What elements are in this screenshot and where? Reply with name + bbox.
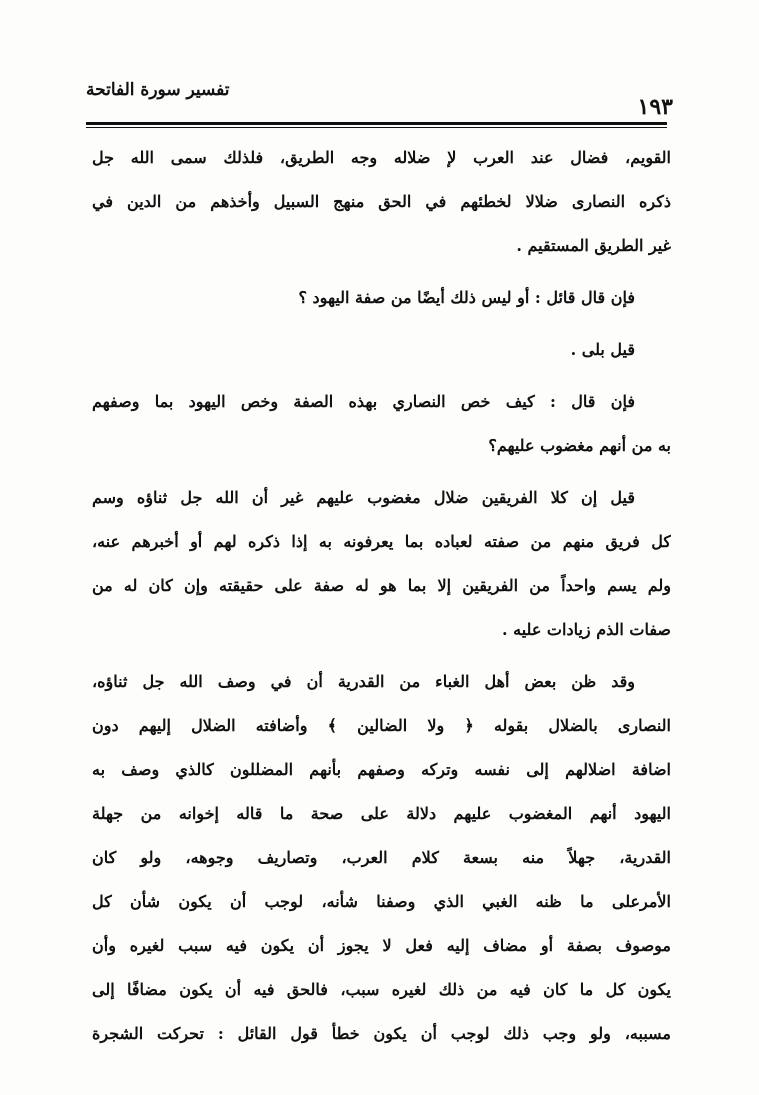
text-line: الأمرعلى ما ظنه الغبي الذي وصفنا شأنه، لوجب أن يكون شأن كل <box>92 892 671 911</box>
text-line: ذكره النصارى ضلالا لخطئهم في الحق منهج السبيل وأخذهم من الدين في <box>92 192 671 211</box>
running-title-container <box>86 80 256 100</box>
paragraph-gap <box>92 468 671 476</box>
text-line: موصوف بصفة أو مضاف إليه فعل لا يجوز أن يكون فيه سبب لغيره وأن <box>92 936 671 955</box>
header-rule-thick <box>86 122 667 125</box>
body-text <box>92 136 671 1056</box>
text-line: القدرية، جهلاً منه بسعة كلام العرب، وتصاريف وجوهه، ولو كان <box>92 848 671 867</box>
running-title: تفسير سورة الفاتحة <box>86 80 230 100</box>
text-line: فإن قال : كيف خص النصاري بهذه الصفة وخص اليهود بما وصفهم <box>92 392 635 411</box>
text-line: غير الطريق المستقيم . <box>516 236 671 255</box>
text-line: وقد ظن بعض أهل الغباء من القدرية أن في وصف الله جل ثناؤه، <box>92 672 635 691</box>
text-line: اضافة اضلالهم إلى نفسه وتركه وصفهم بأنهم المضللون كالذي وصف به <box>92 760 671 779</box>
text-line: القويم، فضال عند العرب لإ ضلاله وجه الطريق، فلذلك سمى الله جل <box>92 148 671 167</box>
paragraph-gap <box>92 372 671 380</box>
paragraph-gap <box>92 652 671 660</box>
text-line: به من أنهم مغضوب عليهم؟ <box>488 436 671 455</box>
text-line: مسببه، ولو وجب ذلك لوجب أن يكون خطأ قول القائل : تحركت الشجرة <box>92 1024 671 1043</box>
page-number: ١٩٣ <box>637 94 673 120</box>
text-line: ولم يسم واحداً من الفريقين إلا بما هو له صفة على حقيقته وإن كان له من <box>92 576 671 595</box>
text-line: كل فريق منهم من صفته لعباده بما يعرفونه به إذا ذكره لهم أو أخبرهم عنه، <box>92 532 671 551</box>
text-line: فإن قال قائل : أو ليس ذلك أيضًا من صفة اليهود ؟ <box>298 288 635 307</box>
text-line: صفات الذم زيادات عليه . <box>501 620 671 639</box>
text-line: قيل بلى . <box>570 340 635 359</box>
paragraph-gap <box>92 320 671 328</box>
text-line: قيل إن كلا الفريقين ضلال مغضوب عليهم غير أن الله جل ثناؤه وسم <box>92 488 635 507</box>
text-line: اليهود أنهم المغضوب عليهم دلالة على صحة ما قاله إخوانه من جهلة <box>92 804 671 823</box>
text-line: يكون كل ما كان فيه من ذلك لغيره سبب، فالحق فيه أن يكون مضافًا إلى <box>92 980 671 999</box>
header-rule-thin <box>86 127 667 128</box>
text-line: النصارى بالضلال بقوله ﴿ ولا الضالين ﴾ وأضافته الضلال إليهم دون <box>92 716 671 735</box>
paragraph-gap <box>92 268 671 276</box>
